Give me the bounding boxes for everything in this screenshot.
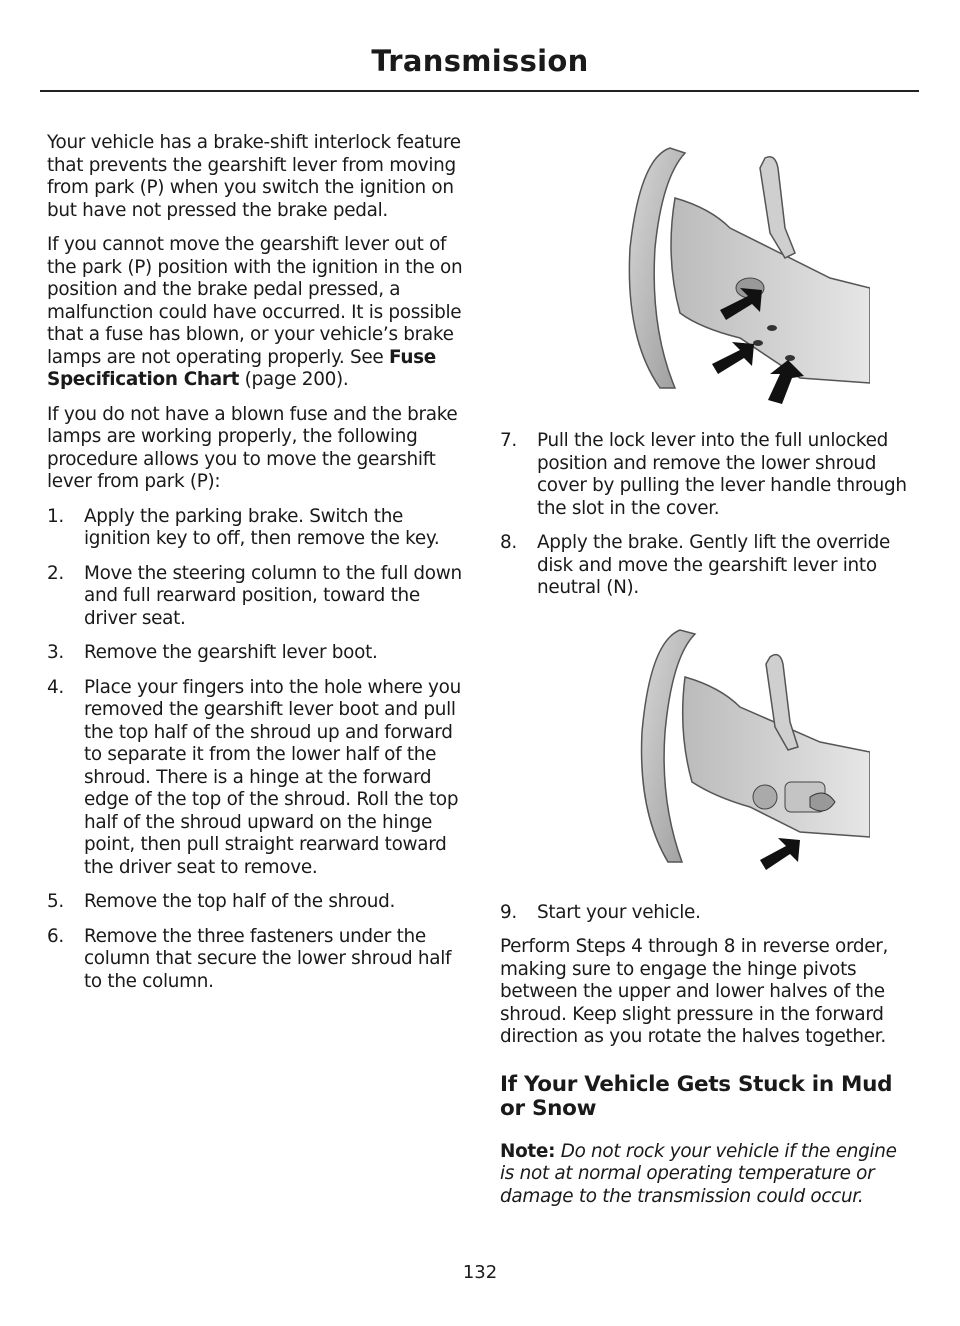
page-title: Transmission: [371, 44, 589, 78]
list-item: 6. Remove the three fasteners under the column that secure the lower shroud half to the column.: [47, 925, 452, 992]
steering-column-fasteners-illustration: [600, 138, 870, 408]
note-label: Note:: [500, 1140, 556, 1162]
list-item: 9. Start your vehicle.: [500, 902, 701, 923]
paragraph-procedure-intro: If you do not have a blown fuse and the brake lamps are working properly, the following procedure allows you to move the gearshift lever from park (P):: [47, 403, 458, 492]
note-text: Do not rock your vehicle if the engine is not at normal operating temperature or damage to the transmission could occur.: [500, 1140, 897, 1207]
note-paragraph: [500, 1141, 914, 1209]
right-column-continued: [500, 936, 914, 1220]
fuse-chart-link[interactable]: Fuse Specification Chart: [47, 346, 436, 390]
step-nine: [500, 902, 914, 937]
list-item: 4. Place your fingers into the hole where you removed the gearshift lever boot and pull the top half of the shroud up and forward to separate it from the lower half of the shroud. There is a hinge at the forward edge of the top of the shroud. Roll the top half of the shroud upward on the hinge point, then pull straight rearward toward the driver seat to remove.: [47, 676, 461, 878]
list-item: 7. Pull the lock lever into the full unlocked position and remove the lower shroud cover by pulling the lever handle through the slot in the cover.: [500, 430, 907, 519]
header-rule: [40, 90, 919, 92]
page-number: 132: [462, 1262, 498, 1283]
paragraph-reverse-order: Perform Steps 4 through 8 in reverse order, making sure to engage the hinge pivots between the upper and lower halves of the shroud. Keep slight pressure in the forward direction as you rotate the halves together.: [500, 936, 889, 1047]
list-item: 5. Remove the top half of the shroud.: [47, 891, 396, 912]
list-item: 8. Apply the brake. Gently lift the override disk and move the gearshift lever into neutral (N).: [500, 532, 891, 598]
override-disk-illustration: [620, 622, 870, 872]
right-column: [500, 430, 914, 612]
steps-list-right: [500, 430, 914, 600]
left-column: [47, 132, 467, 1005]
paragraph-interlock: Your vehicle has a brake-shift interlock feature that prevents the gearshift lever from moving from park (P) when you switch the ignition on but have not pressed the brake pedal.: [47, 132, 461, 221]
section-heading-stuck: If Your Vehicle Gets Stuck in Mud or Snow: [500, 1071, 893, 1121]
list-item: 3. Remove the gearshift lever boot.: [47, 642, 378, 663]
list-item: 2. Move the steering column to the full down and full rearward position, toward the driver seat.: [47, 562, 462, 629]
steps-list-left: [47, 506, 467, 994]
paragraph-malfunction: If you cannot move the gearshift lever out of the park (P) position with the ignition in the on position and the brake pedal pressed, a malfunction could have occurred. It is possible that a fuse has blown, or your vehicle’s brake lamps are not operating properly. See Fuse Specification Chart (page 200).: [47, 234, 463, 390]
list-item: 1. Apply the parking brake. Switch the ignition key to off, then remove the key.: [47, 505, 440, 549]
